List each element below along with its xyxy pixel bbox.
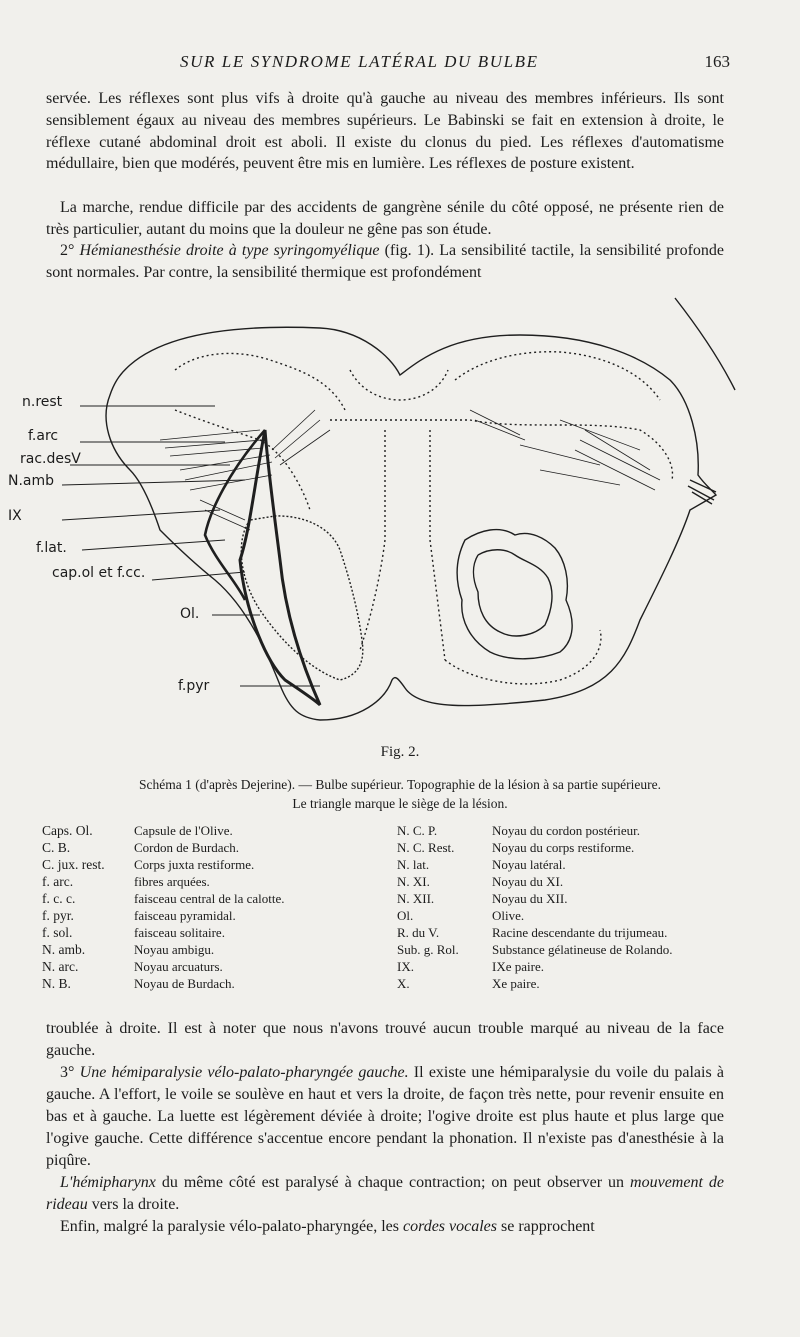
legend-abbr: f. sol. (42, 925, 73, 940)
paragraph-troublee: troublée à droite. Il est à noter que nous n'avons trouvé aucun trouble marqué au niveau de la face gauche. (46, 1020, 724, 1059)
legend-abbr: N. C. Rest. (397, 840, 455, 855)
page-header (40, 52, 730, 74)
legend-abbr: R. du V. (397, 925, 440, 940)
legend-desc: Racine descendante du trijumeau. (492, 925, 668, 940)
raphe-right (430, 430, 445, 660)
right-fibres (470, 410, 660, 490)
label-cap-ol: cap.ol et f.cc. (52, 565, 146, 581)
legend-desc: Substance gélatineuse de Rolando. (492, 942, 673, 957)
right-olive-inner (474, 550, 552, 636)
legend-abbr: Sub. g. Rol. (397, 942, 459, 957)
legend-desc: Noyau du XI. (492, 874, 564, 889)
hemipharynx-term: L'hémipharynx (60, 1174, 156, 1191)
paragraph-reflexes: servée. Les réflexes sont plus vifs à droite qu'à gauche au niveau des membres inférieurs. Ils sont sensiblement égaux au niveau des membres supérieurs. Le Babinski se fait en extension à droite, le réflexe cutané abdominal droit est aboli. Il existe du clonus du pied. Les réflexes d'automatisme médullaire, bien que modérés, peuvent être mis en lumière. Les réflexes de posture existent. (46, 90, 724, 173)
label-n-amb: N.amb (8, 473, 55, 489)
legend-left-desc-col (134, 822, 394, 992)
label-ol: Ol. (180, 606, 200, 622)
legend-abbr: N. XI. (397, 874, 430, 889)
label-rac-desv: rac.desV (20, 451, 81, 467)
bottom-text (46, 1018, 724, 1238)
section3-number: 3° (60, 1064, 80, 1081)
legend-abbr: N. amb. (42, 942, 86, 957)
label-f-arc: f.arc (28, 428, 59, 444)
legend-abbr: f. pyr. (42, 908, 74, 923)
label-ix: IX (8, 508, 22, 524)
medulla-outline (106, 327, 716, 720)
enfin-start: Enfin, malgré la paralysie vélo-palato-pharyngée, les (60, 1218, 403, 1235)
right-pyramid (445, 630, 601, 684)
caption-line-2: Le triangle marque le siège de la lésion. (292, 796, 508, 811)
legend-abbr: C. jux. rest. (42, 857, 105, 872)
cordes-vocales-term: cordes vocales (402, 1218, 498, 1235)
figure-caption (60, 775, 740, 813)
legend-desc: Noyau du XII. (492, 891, 568, 906)
legend-desc: fibres arquées. (134, 874, 210, 889)
legend-desc: Corps juxta restiforme. (134, 857, 255, 872)
figure-legend (42, 822, 742, 997)
right-olive (457, 530, 572, 659)
legend-right-desc-col (492, 822, 742, 992)
legend-desc: Noyau arcuaturs. (134, 959, 223, 974)
lesion-triangle (240, 430, 320, 705)
dorsal-dotted-right (455, 352, 660, 400)
legend-desc: faisceau pyramidal. (134, 908, 236, 923)
legend-abbr: Caps. Ol. (42, 823, 93, 838)
running-title: SUR LE SYNDROME LATÉRAL DU BULBE (180, 52, 539, 71)
figure-bulbe (0, 280, 800, 750)
rideau-text: vers la droite. (87, 1196, 180, 1213)
paragraph-hemianesthesie (46, 240, 724, 284)
legend-desc: Noyau de Burdach. (134, 976, 235, 991)
legend-right-abbr-col (397, 822, 487, 992)
raphe-left (360, 430, 385, 650)
label-n-rest: n.rest (22, 394, 63, 410)
legend-abbr: N. lat. (397, 857, 430, 872)
legend-desc: Xe paire. (492, 976, 540, 991)
legend-abbr: f. c. c. (42, 891, 76, 906)
section3-title: Une hémiparalysie vélo-palato-pharyngée gauche. (79, 1064, 409, 1081)
label-f-pyr: f.pyr (178, 678, 210, 694)
bulbe-drawing (0, 280, 800, 750)
paragraph-marche: La marche, rendue difficile par des accidents de gangrène sénile du côté opposé, ne présente rien de très particulier, autant du moins que la douleur ne gêne pas son étude. (46, 199, 724, 238)
legend-abbr: Ol. (397, 908, 414, 923)
legend-abbr: N. arc. (42, 959, 79, 974)
legend-abbr: C. B. (42, 840, 71, 855)
legend-desc: Noyau du corps restiforme. (492, 840, 635, 855)
figure-number: Fig. 2. (380, 744, 420, 760)
leader-lines (62, 406, 320, 686)
legend-desc: Noyau latéral. (492, 857, 566, 872)
legend-abbr: X. (397, 976, 410, 991)
legend-abbr: N. XII. (397, 891, 435, 906)
legend-desc: Olive. (492, 908, 525, 923)
legend-desc: IXe paire. (492, 959, 544, 974)
legend-desc: Capsule de l'Olive. (134, 823, 233, 838)
section-title: Hémianesthésie droite à type syringomyélique (79, 242, 380, 259)
enfin-end: se rapprochent (497, 1218, 595, 1235)
page-number: 163 (704, 52, 730, 71)
legend-abbr: N. B. (42, 976, 71, 991)
section3-text: Il existe une hémiparalysie du voile du palais à gauche. A l'effort, le voile se soulève en haut et vers la droite, de façon très nette, pour revenir ensuite en bas et à gauche. La luette est légèrement déviée à droite; l'ogive droite est plus haute et plus large que l'ogive gauche. Cette différence s'accentue encore pendant la phonation. Il n'existe pas d'anesthésie à la piqûre. (46, 1064, 725, 1169)
legend-desc: Cordon de Burdach. (134, 840, 240, 855)
legend-abbr: N. C. P. (397, 823, 438, 838)
legend-desc: Noyau ambigu. (134, 942, 215, 957)
dorsal-dotted-left (175, 353, 345, 410)
section-number: 2° (60, 242, 75, 259)
paragraph-hemiparalysie (46, 1062, 724, 1172)
hemipharynx-text: du même côté est paralysé à chaque contraction; on peut observer un (155, 1174, 631, 1191)
outline-right-arc (675, 298, 735, 390)
legend-abbr: f. arc. (42, 874, 74, 889)
paragraph-hemipharynx (46, 1172, 724, 1216)
right-nerve-stump (688, 480, 716, 504)
rideau-term: mouvement de rideau (46, 1174, 724, 1213)
legend-desc: faisceau central de la calotte. (134, 891, 285, 906)
section-text: (fig. 1). La sensibilité tactile, la sensibilité profonde sont normales. Par contre, la sensibilité thermique est profondément (46, 242, 725, 281)
legend-desc: Noyau du cordon postérieur. (492, 823, 641, 838)
paragraph-enfin (46, 1216, 724, 1238)
label-f-lat: f.lat. (36, 540, 67, 556)
legend-left-abbr-col (42, 822, 132, 992)
caption-line-1: Schéma 1 (d'après Dejerine). — Bulbe supérieur. Topographie de la lésion à sa partie supérieure. (139, 777, 661, 792)
legend-desc: faisceau solitaire. (134, 925, 225, 940)
legend-abbr: IX. (397, 959, 414, 974)
